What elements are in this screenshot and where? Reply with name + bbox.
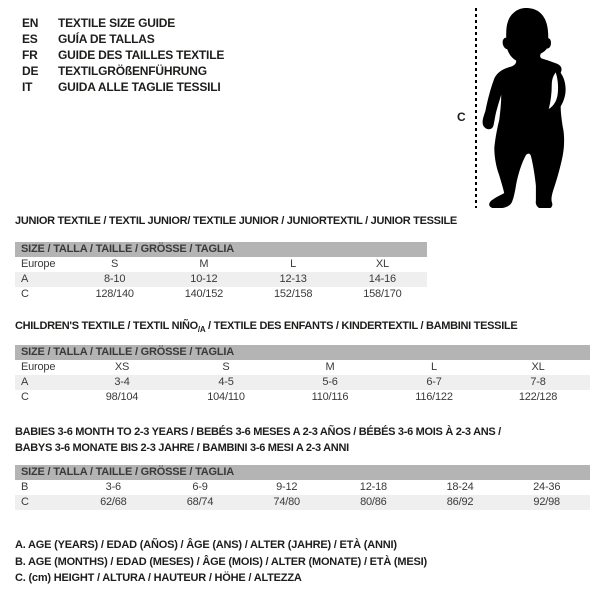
table-cell: 128/140 bbox=[95, 288, 134, 300]
language-row bbox=[22, 47, 224, 63]
table-row-height bbox=[15, 287, 427, 302]
junior-table-title: JUNIOR TEXTILE / TEXTIL JUNIOR/ TEXTILE JUNIOR / JUNIORTEXTIL / JUNIOR TESSILE bbox=[15, 215, 457, 227]
table-cell: 98/104 bbox=[105, 391, 139, 403]
baby-silhouette-icon bbox=[478, 6, 574, 208]
table-cell: 7-8 bbox=[530, 376, 546, 388]
size-header-bar: SIZE / TALLA / TAILLE / GRÖSSE / TAGLIA bbox=[15, 465, 590, 480]
language-code: IT bbox=[22, 80, 33, 94]
size-header-bar: SIZE / TALLA / TAILLE / GRÖSSE / TAGLIA bbox=[15, 242, 427, 257]
table-cell: 4-5 bbox=[218, 376, 234, 388]
children-title-post: / TEXTILE DES ENFANTS / KINDERTEXTIL / BAMBINI TESSILE bbox=[205, 320, 518, 332]
table-cell: 116/122 bbox=[415, 391, 453, 403]
language-row bbox=[22, 31, 224, 47]
height-measure-label: C bbox=[457, 110, 466, 124]
table-cell: 12-18 bbox=[359, 481, 387, 493]
table-row-age-years bbox=[15, 272, 427, 287]
table-cell: XL bbox=[375, 258, 389, 270]
table-row-europe bbox=[15, 360, 590, 375]
language-title: TEXTILE SIZE GUIDE bbox=[58, 16, 176, 30]
table-cell: 18-24 bbox=[446, 481, 474, 493]
language-code: FR bbox=[22, 48, 38, 62]
table-cell: 86/92 bbox=[446, 496, 474, 508]
baby-silhouette-shape bbox=[483, 8, 566, 208]
table-row-height bbox=[15, 495, 590, 510]
language-title: TEXTILGRÖßENFÜHRUNG bbox=[58, 64, 207, 78]
children-title-sub: /A bbox=[197, 325, 206, 335]
table-cell: 9-12 bbox=[276, 481, 298, 493]
table-cell: XL bbox=[531, 361, 545, 373]
row-label: A bbox=[21, 376, 29, 388]
legend-age-years: A. AGE (YEARS) / EDAD (AÑOS) / ÂGE (ANS) / ALTER (JAHRE) / ETÀ (ANNI) bbox=[15, 539, 397, 551]
size-header-bar: SIZE / TALLA / TAILLE / GRÖSSE / TAGLIA bbox=[15, 345, 590, 360]
row-label: A bbox=[21, 273, 29, 285]
table-cell: 152/158 bbox=[273, 288, 313, 300]
language-title: GUIDA ALLE TAGLIE TESSILI bbox=[58, 80, 221, 94]
table-cell: 74/80 bbox=[273, 496, 300, 508]
table-cell: 3-6 bbox=[105, 481, 121, 493]
table-cell: M bbox=[325, 361, 335, 373]
table-cell: 68/74 bbox=[186, 496, 214, 508]
row-label: Europe bbox=[21, 258, 56, 270]
table-cell: 80/86 bbox=[360, 496, 387, 508]
language-row bbox=[22, 79, 224, 95]
table-cell: 158/170 bbox=[363, 288, 402, 300]
row-label: C bbox=[21, 496, 29, 508]
table-cell: 92/98 bbox=[533, 496, 560, 508]
table-cell: 104/110 bbox=[207, 391, 245, 403]
table-row-height bbox=[15, 390, 590, 405]
language-code: EN bbox=[22, 16, 39, 30]
table-cell: 122/128 bbox=[518, 391, 558, 403]
row-label: Europe bbox=[21, 361, 56, 373]
table-cell: 3-4 bbox=[114, 376, 130, 388]
table-cell: 10-12 bbox=[190, 273, 218, 285]
measurement-legend bbox=[15, 537, 427, 587]
table-cell: 24-36 bbox=[533, 481, 561, 493]
table-cell: L bbox=[431, 361, 437, 373]
row-label: C bbox=[21, 391, 29, 403]
legend-height: C. (cm) HEIGHT / ALTURA / HAUTEUR / HÖHE / ALTEZZA bbox=[15, 572, 302, 584]
language-title: GUIDE DES TAILLES TEXTILE bbox=[58, 48, 225, 62]
table-cell: 6-7 bbox=[426, 376, 442, 388]
table-cell: 5-6 bbox=[322, 376, 338, 388]
babies-table-title bbox=[15, 426, 501, 455]
language-code: DE bbox=[22, 64, 39, 78]
junior-table bbox=[15, 242, 427, 302]
legend-age-months: B. AGE (MONTHS) / EDAD (MESES) / ÂGE (MOIS) / ALTER (MONATE) / ETÀ (MESI) bbox=[15, 555, 427, 568]
children-table-title bbox=[15, 320, 517, 333]
children-title-pre: CHILDREN'S TEXTILE / TEXTIL NIÑO bbox=[15, 320, 198, 332]
language-code: ES bbox=[22, 32, 38, 46]
language-row bbox=[22, 63, 224, 79]
table-cell: 6-9 bbox=[192, 481, 208, 493]
language-list bbox=[22, 15, 224, 95]
table-row-age-years bbox=[15, 375, 590, 390]
table-cell: 8-10 bbox=[104, 273, 126, 285]
language-row bbox=[22, 15, 224, 31]
language-title: GUÍA DE TALLAS bbox=[58, 32, 155, 46]
table-cell: 12-13 bbox=[279, 273, 307, 285]
babies-title-line1: BABIES 3-6 MONTH TO 2-3 YEARS / BEBÉS 3-6 MESES A 2-3 AÑOS / BÉBÉS 3-6 MOIS À 2-3 ANS / bbox=[15, 426, 501, 438]
height-measure-dashed-line bbox=[475, 8, 477, 208]
babies-table bbox=[15, 465, 590, 510]
table-cell: S bbox=[111, 258, 119, 270]
row-label: B bbox=[21, 481, 29, 493]
table-cell: 140/152 bbox=[184, 288, 224, 300]
table-row-age-months bbox=[15, 480, 590, 495]
babies-title-line2: BABYS 3-6 MONATE BIS 2-3 JAHRE / BAMBINI 3-6 MESI A 2-3 ANNI bbox=[15, 442, 349, 454]
table-cell: 110/116 bbox=[311, 391, 349, 403]
table-cell: S bbox=[222, 361, 230, 373]
table-row-europe bbox=[15, 257, 427, 272]
table-cell: XS bbox=[114, 361, 130, 373]
table-cell: L bbox=[290, 258, 297, 270]
table-cell: M bbox=[199, 258, 209, 270]
children-table bbox=[15, 345, 590, 405]
table-cell: 14-16 bbox=[368, 273, 396, 285]
table-cell: 62/68 bbox=[100, 496, 127, 508]
row-label: C bbox=[21, 288, 29, 300]
